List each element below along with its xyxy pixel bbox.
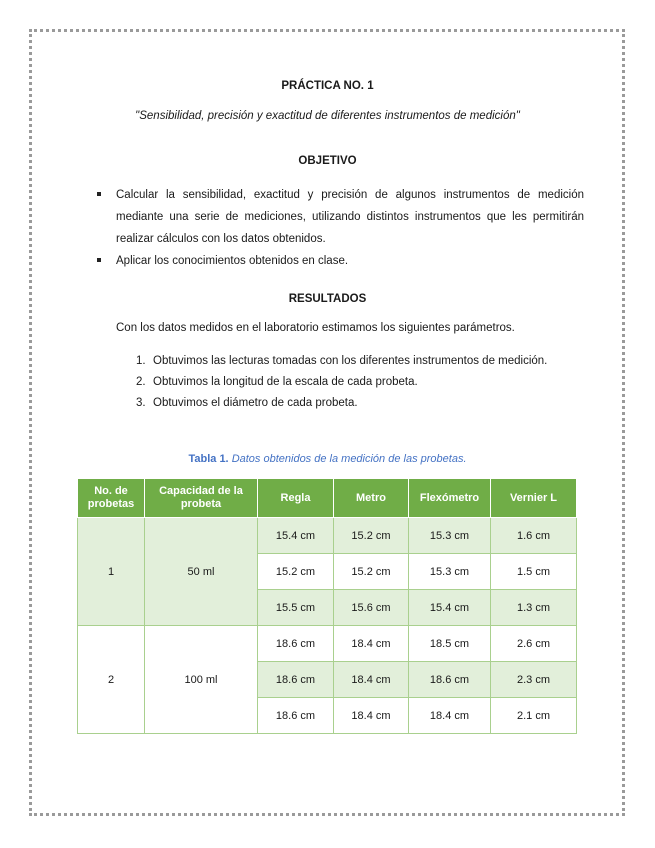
objective-item: Calcular la sensibilidad, exactitud y precisión de algunos instrumentos de medición mediante una serie de mediciones, utilizando distintos instrumentos que les permitirán realizar cálculos con los datos obtenidos.	[96, 184, 584, 250]
flexometro-cell: 15.3 cm	[409, 518, 491, 554]
metro-cell: 18.4 cm	[334, 626, 409, 662]
regla-cell: 15.5 cm	[258, 590, 334, 626]
objective-item: Aplicar los conocimientos obtenidos en clase.	[96, 250, 584, 272]
step-item: 3. Obtuvimos el diámetro de cada probeta.	[136, 397, 358, 409]
vernier-cell: 2.1 cm	[491, 698, 577, 734]
page-title: PRÁCTICA NO. 1	[281, 80, 374, 92]
regla-cell: 15.4 cm	[258, 518, 334, 554]
metro-cell: 18.4 cm	[334, 662, 409, 698]
regla-cell: 18.6 cm	[258, 698, 334, 734]
header-number: No. de probetas	[78, 479, 145, 518]
header-regla: Regla	[258, 479, 334, 518]
table-row	[78, 626, 577, 662]
page-subtitle: "Sensibilidad, precisión y exactitud de diferentes instrumentos de medición"	[135, 110, 520, 122]
results-heading: RESULTADOS	[288, 293, 367, 305]
probeta-number: 1	[78, 518, 145, 626]
table-row	[78, 518, 577, 554]
metro-cell: 15.2 cm	[334, 518, 409, 554]
steps-list	[136, 351, 566, 414]
step-text: Obtuvimos la longitud de la escala de cada probeta.	[153, 376, 418, 388]
objectives-list	[96, 184, 584, 272]
probeta-number: 2	[78, 626, 145, 734]
regla-cell: 18.6 cm	[258, 626, 334, 662]
step-item: 2. Obtuvimos la longitud de la escala de cada probeta.	[136, 376, 418, 388]
vernier-cell: 1.5 cm	[491, 554, 577, 590]
measurement-table	[77, 478, 577, 734]
regla-cell: 18.6 cm	[258, 662, 334, 698]
probeta-capacity: 100 ml	[145, 626, 258, 734]
header-metro: Metro	[334, 479, 409, 518]
flexometro-cell: 15.4 cm	[409, 590, 491, 626]
header-flexometro: Flexómetro	[409, 479, 491, 518]
objective-heading: OBJETIVO	[298, 155, 357, 167]
step-item: 1. Obtuvimos las lecturas tomadas con los diferentes instrumentos de medición.	[136, 355, 548, 367]
probeta-capacity: 50 ml	[145, 518, 258, 626]
header-vernier: Vernier L	[491, 479, 577, 518]
flexometro-cell: 18.6 cm	[409, 662, 491, 698]
table-header-row	[78, 479, 577, 518]
regla-cell: 15.2 cm	[258, 554, 334, 590]
step-text: Obtuvimos el diámetro de cada probeta.	[153, 397, 358, 409]
vernier-cell: 1.3 cm	[491, 590, 577, 626]
vernier-cell: 2.6 cm	[491, 626, 577, 662]
flexometro-cell: 18.5 cm	[409, 626, 491, 662]
step-text: Obtuvimos las lecturas tomadas con los diferentes instrumentos de medición.	[153, 355, 548, 367]
header-capacity: Capacidad de la probeta	[145, 479, 258, 518]
flexometro-cell: 18.4 cm	[409, 698, 491, 734]
vernier-cell: 2.3 cm	[491, 662, 577, 698]
table-caption	[0, 453, 655, 465]
metro-cell: 15.6 cm	[334, 590, 409, 626]
table-caption-label: Tabla 1.	[188, 453, 229, 465]
metro-cell: 18.4 cm	[334, 698, 409, 734]
flexometro-cell: 15.3 cm	[409, 554, 491, 590]
vernier-cell: 1.6 cm	[491, 518, 577, 554]
table-caption-text: Datos obtenidos de la medición de las probetas.	[231, 453, 467, 465]
metro-cell: 15.2 cm	[334, 554, 409, 590]
results-intro: Con los datos medidos en el laboratorio estimamos los siguientes parámetros.	[116, 322, 515, 334]
